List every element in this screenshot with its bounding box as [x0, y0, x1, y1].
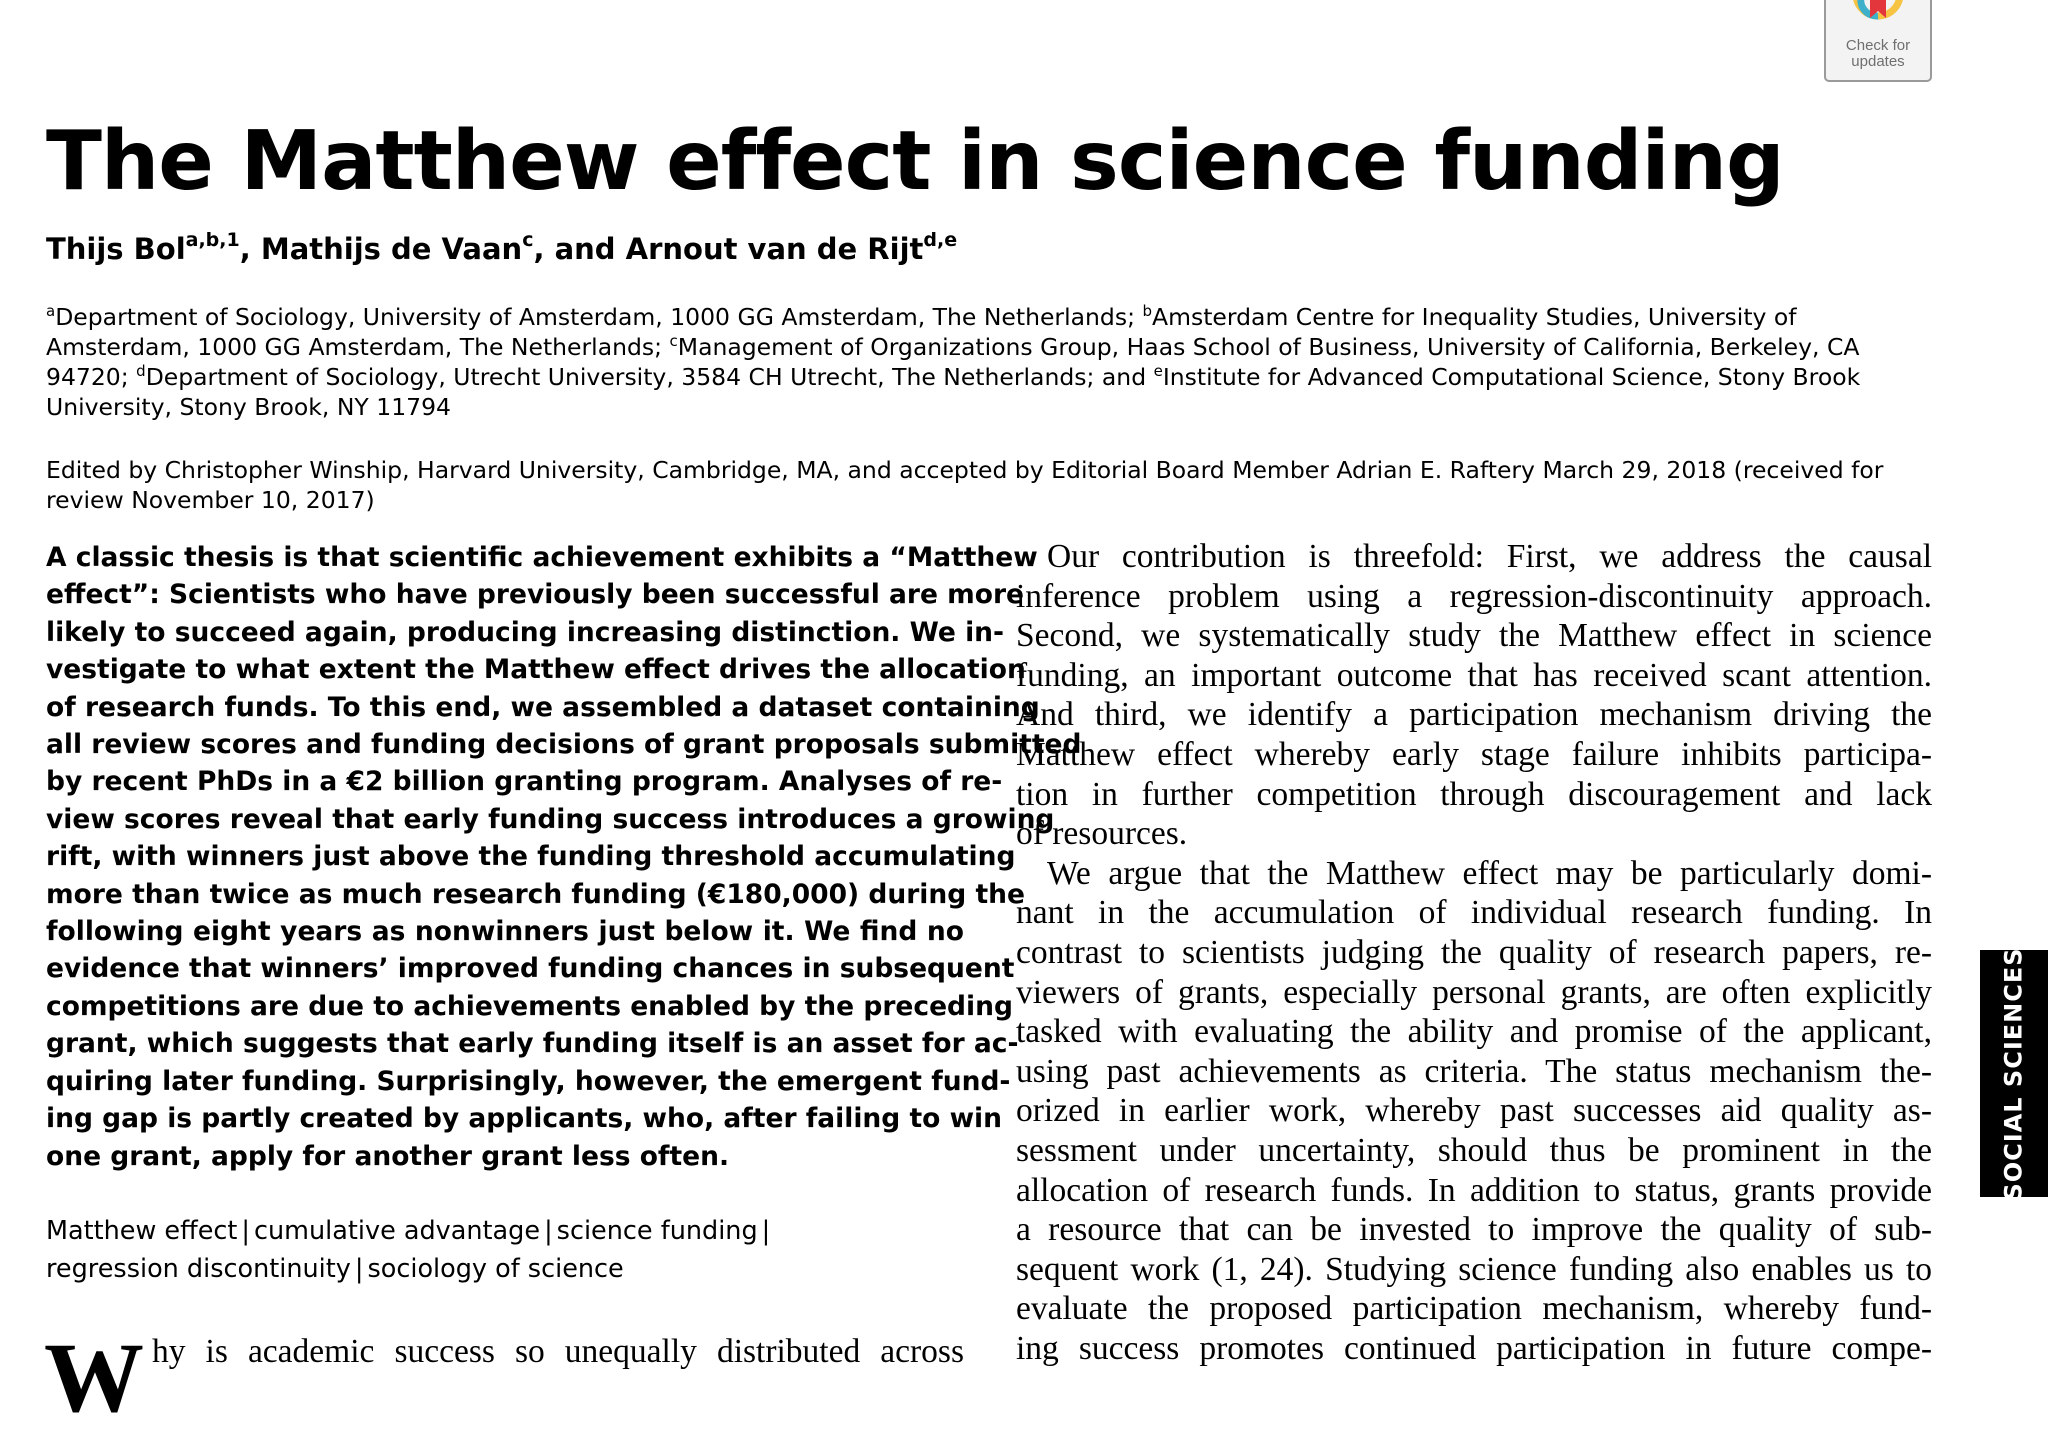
author-list: [46, 230, 957, 268]
abstract-line: of research funds. To this end, we assembled a dataset containing: [46, 691, 1040, 723]
body-line: Our contribution is threefold: First, we address the causal: [1047, 538, 1932, 575]
abstract-line: more than twice as much research funding (€180,000) during the: [46, 878, 1025, 910]
body-line: tasked with evaluating the ability and promise of the applicant,: [1016, 1013, 1932, 1051]
affiliation-marker: a: [46, 302, 56, 320]
section-tab-label: SOCIAL SCIENCES: [2000, 946, 2028, 1201]
affiliation-marker: b: [1142, 302, 1152, 320]
abstract-line: view scores reveal that early funding success introduces a growing: [46, 803, 1055, 835]
body-line: of resources.: [1016, 815, 1188, 853]
affiliation-text: Department of Sociology, University of Amsterdam, 1000 GG Amsterdam, The Netherlands;: [55, 303, 1143, 331]
badge-label: Check for updates: [1845, 37, 1911, 70]
affiliation-text: Department of Sociology, Utrecht University, 3584 CH Utrecht, The Netherlands; and: [145, 363, 1154, 391]
check-for-updates-badge[interactable]: [1824, 0, 1932, 82]
affiliation-line: [46, 362, 1946, 392]
body-line: sequent work (1, 24). Studying science funding also enables us to: [1016, 1250, 1932, 1288]
body-line: And third, we identify a participation mechanism driving the: [1016, 696, 1932, 734]
keyword-separator: |: [761, 1216, 771, 1246]
keyword-separator: |: [354, 1253, 364, 1284]
abstract: [46, 539, 1082, 1175]
keyword: regression discontinuity: [46, 1253, 351, 1284]
affiliation-line: [46, 332, 1946, 362]
introduction: [44, 1322, 964, 1433]
body-line: contrast to scientists judging the quality of research papers, re-: [1016, 933, 1932, 971]
right-column-body: [1016, 537, 1932, 1368]
body-line: hy is academic success so unequally distributed across: [152, 1333, 964, 1370]
body-line: nant in the accumulation of individual research funding. In: [1016, 894, 1932, 932]
body-line: a resource that can be invested to improve the quality of sub-: [1016, 1211, 1932, 1249]
keyword: sociology of science: [367, 1253, 624, 1284]
affiliation-text: Amsterdam Centre for Inequality Studies, University of: [1152, 303, 1797, 331]
author-separator: , and: [533, 232, 626, 266]
affiliation-text: Management of Organizations Group, Haas School of Business, University of California, Berkeley, CA: [677, 333, 1860, 361]
body-line: Matthew effect whereby early stage failure inhibits participa-: [1016, 735, 1932, 773]
body-line: using past achievements as criteria. The status mechanism the-: [1016, 1052, 1932, 1090]
abstract-line: by recent PhDs in a €2 billion granting program. Analyses of re-: [46, 766, 1003, 798]
drop-cap: W: [44, 1322, 144, 1433]
body-line: ing success promotes continued participation in future compe-: [1016, 1329, 1932, 1367]
abstract-line: following eight years as nonwinners just below it. We find no: [46, 916, 964, 948]
keyword-separator: |: [241, 1216, 250, 1246]
keyword-separator: |: [544, 1216, 553, 1246]
body-line: funding, an important outcome that has received scant attention.: [1016, 656, 1932, 694]
editor-note-line: Edited by Christopher Winship, Harvard University, Cambridge, MA, and accepted by Editorial Board Member Adrian E. Raftery March 29, 2018 (received for: [46, 456, 1884, 484]
abstract-line: rift, with winners just above the funding threshold accumulating: [46, 841, 1016, 873]
editor-note-line: review November 10, 2017): [46, 486, 375, 514]
affiliation-marker: c: [669, 332, 678, 350]
body-line: Second, we systematically study the Matthew effect in science: [1016, 617, 1932, 655]
body-line: orized in earlier work, whereby past successes aid quality as-: [1016, 1092, 1932, 1130]
body-line: evaluate the proposed participation mechanism, whereby fund-: [1016, 1290, 1932, 1328]
author-separator: ,: [239, 232, 261, 266]
author-affiliation-marker: c: [522, 229, 534, 251]
affiliation-text: Amsterdam, 1000 GG Amsterdam, The Netherlands;: [46, 333, 670, 361]
author-affiliation-marker: a,b,1: [185, 229, 240, 251]
abstract-line: vestigate to what extent the Matthew effect drives the allocation: [46, 654, 1026, 686]
paragraph: [1016, 537, 1932, 854]
affiliation-text: 94720;: [46, 363, 137, 391]
author-name: Thijs Bol: [46, 232, 186, 266]
keywords: [46, 1213, 774, 1288]
affiliation-marker: e: [1153, 362, 1163, 380]
author-name: Arnout van de Rijt: [625, 232, 924, 266]
keyword: Matthew effect: [46, 1216, 238, 1246]
abstract-line: ing gap is partly created by applicants, who, after failing to win: [46, 1103, 1003, 1135]
affiliation-marker: d: [136, 362, 146, 380]
paragraph: [1016, 854, 1932, 1369]
abstract-line: all review scores and funding decisions of grant proposals submitted: [46, 729, 1082, 761]
abstract-line: one grant, apply for another grant less often.: [46, 1140, 730, 1172]
affiliation-line: University, Stony Brook, NY 11794: [46, 393, 451, 421]
affiliation-text: Institute for Advanced Computational Science, Stony Brook: [1162, 363, 1861, 391]
body-line: inference problem using a regression-discontinuity approach.: [1016, 577, 1932, 615]
author-affiliation-marker: d,e: [923, 229, 958, 251]
body-line: sessment under uncertainty, should thus be prominent in the: [1016, 1131, 1932, 1169]
abstract-line: A classic thesis is that scientific achievement exhibits a “Matthew: [46, 542, 1038, 573]
abstract-line: grant, which suggests that early funding itself is an asset for ac-: [46, 1028, 1019, 1060]
abstract-line: effect”: Scientists who have previously been successful are more: [46, 579, 1025, 611]
affiliation-line: [46, 302, 1946, 332]
abstract-line: likely to succeed again, producing increasing distinction. We in-: [46, 616, 1005, 648]
body-line: allocation of research funds. In addition to status, grants provide: [1016, 1171, 1932, 1209]
abstract-line: quiring later funding. Surprisingly, however, the emergent fund-: [46, 1065, 1011, 1097]
keyword: science funding: [556, 1216, 758, 1246]
affiliations: [46, 302, 1946, 422]
article-title: The Matthew effect in science funding: [46, 114, 1784, 209]
keyword: cumulative advantage: [254, 1216, 541, 1246]
abstract-line: evidence that winners’ improved funding chances in subsequent: [46, 953, 1015, 985]
keywords-line: [46, 1213, 774, 1251]
section-tab: [1980, 946, 2048, 1201]
editor-note: [46, 455, 1883, 515]
abstract-line: competitions are due to achievements enabled by the preceding: [46, 990, 1013, 1022]
crossmark-icon: [1848, 0, 1908, 42]
keywords-line: [46, 1251, 774, 1289]
body-line: We argue that the Matthew effect may be particularly domi-: [1047, 854, 1932, 892]
author-name: Mathijs de Vaan: [260, 232, 523, 266]
body-line: tion in further competition through discouragement and lack: [1016, 775, 1932, 813]
body-line: viewers of grants, especially personal grants, are often explicitly: [1016, 973, 1932, 1011]
